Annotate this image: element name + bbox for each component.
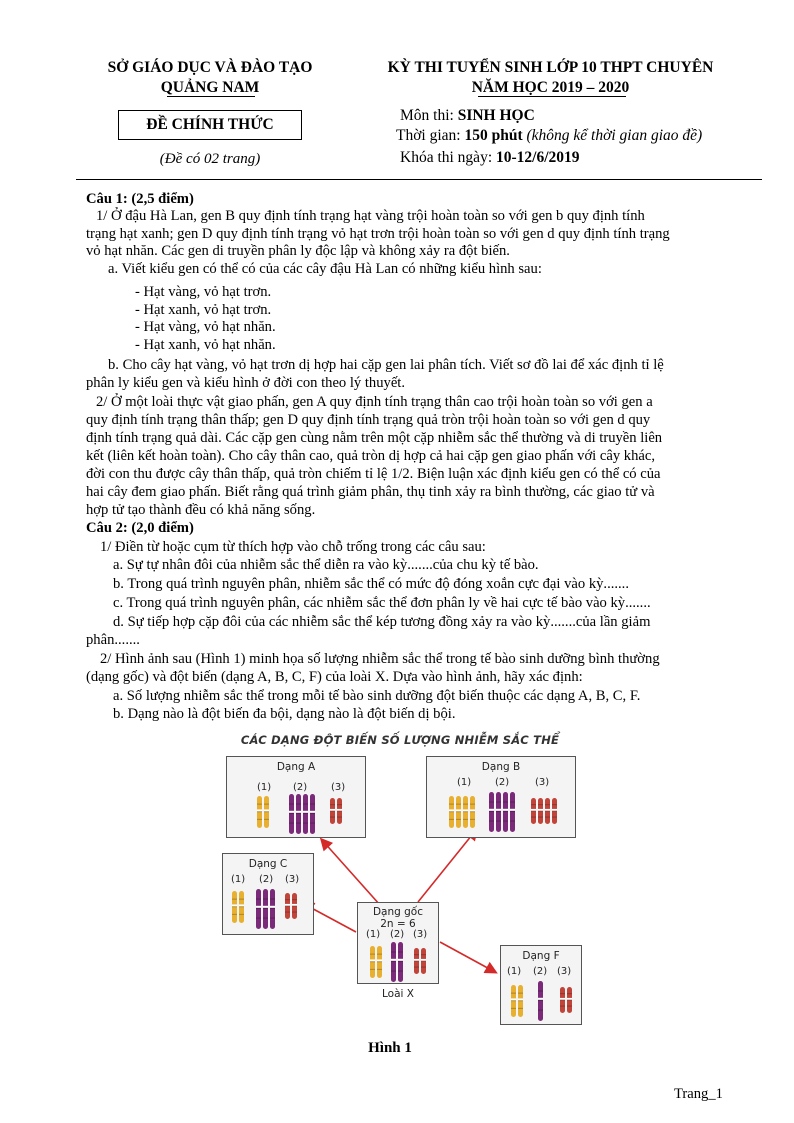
q1-p2-line7: hợp tử tạo thành đều có khả năng sống. — [86, 502, 316, 518]
school-year: NĂM HỌC 2019 – 2020 — [471, 79, 630, 96]
chromosome-band — [239, 906, 244, 907]
chromosome-set — [489, 791, 517, 833]
date-value: 10-12/6/2019 — [496, 149, 580, 166]
chromosome-band — [391, 952, 396, 953]
panel-dang-c — [222, 853, 314, 935]
label-3: (3) — [285, 874, 300, 885]
chromosome-band — [263, 908, 268, 909]
chromosome-band — [239, 914, 244, 915]
chromosome-band — [489, 802, 494, 803]
centromere — [370, 959, 375, 961]
q2-p2-line1: 2/ Hình ảnh sau (Hình 1) minh họa số lượng nhiễm sắc thể trong tế bào sinh dưỡng bình thường — [100, 651, 660, 667]
chromosome-band — [398, 971, 403, 972]
chromosome-group — [449, 795, 477, 834]
label-2: (2) — [390, 929, 405, 940]
chromosome-band — [511, 1000, 516, 1001]
chromosome-band — [285, 899, 290, 900]
centromere — [232, 904, 237, 906]
chromosome-set — [256, 888, 277, 930]
chromosome-band — [414, 967, 419, 968]
centromere — [303, 811, 308, 813]
date-line — [400, 148, 580, 167]
q1-a-intro: a. Viết kiểu gen có thể có của các cây đậu Hà Lan có những kiểu hình sau: — [108, 261, 542, 277]
chromosome-band — [531, 804, 536, 805]
chromosome-band — [337, 810, 342, 811]
q1-p2-line1: 2/ Ở một loài thực vật giao phấn, gen A quy định tính trạng thân cao trội hoàn toàn so với gen a — [96, 394, 653, 410]
chromosome-band — [330, 804, 335, 805]
chromosome-set — [232, 890, 246, 924]
chromosome-band — [510, 821, 515, 822]
chromosome-band — [470, 819, 475, 820]
panel-dang-f — [500, 945, 582, 1025]
panel-f-title: Dạng F — [522, 950, 560, 962]
chromosome-band — [496, 821, 501, 822]
label-1: (1) — [457, 777, 472, 788]
chromosome-band — [545, 817, 550, 818]
chromosome-band — [296, 813, 301, 814]
chromosome-band — [391, 971, 396, 972]
q2-p1-d-line2: phân....... — [86, 632, 140, 648]
chromosome-band — [463, 819, 468, 820]
centromere — [518, 998, 523, 1000]
chromosome-band — [414, 960, 419, 961]
province-name: QUẢNG NAM — [160, 79, 260, 96]
chromosome-band — [398, 961, 403, 962]
centromere — [463, 809, 468, 811]
chromosome-band — [257, 819, 262, 820]
chromosome-group — [538, 980, 545, 1027]
chromosome-band — [496, 802, 501, 803]
label-3: (3) — [331, 782, 346, 793]
chromosome-group — [511, 984, 525, 1023]
chromosome-group — [330, 797, 344, 830]
centromere — [510, 809, 515, 811]
chromosome-band — [567, 999, 572, 1000]
chromosome-band — [370, 954, 375, 955]
chromosome-group — [289, 793, 317, 840]
department-name: SỞ GIÁO DỤC VÀ ĐÀO TẠO — [107, 59, 313, 76]
q1-p2-line3: định tính trạng quả dài. Các cặp gen cùng nằm trên một cặp nhiễm sắc thể thường và di truyền liên — [86, 430, 663, 446]
chromosome-band — [567, 993, 572, 994]
label-1: (1) — [257, 782, 272, 793]
chromosome-band — [303, 823, 308, 824]
chromosome-band — [489, 811, 494, 812]
centromere — [296, 811, 301, 813]
chromosome-band — [391, 961, 396, 962]
chromosome-group — [257, 795, 271, 834]
pages-note-text: (Đề có 02 trang) — [159, 151, 261, 167]
page-number: Trang_1 — [674, 1086, 723, 1102]
chromosome-band — [421, 967, 426, 968]
chromosome-band — [414, 954, 419, 955]
chromosome-band — [552, 810, 557, 811]
centromere — [270, 906, 275, 908]
chromosome-band — [449, 819, 454, 820]
panel-dang-a — [226, 756, 366, 838]
chromosome-band — [285, 905, 290, 906]
chromosome-band — [398, 952, 403, 953]
header-underline-right — [478, 96, 626, 97]
chromosome-band — [296, 823, 301, 824]
q1-p1-line3: vỏ hạt nhăn. Các gen di truyền phân ly độc lập và không xảy ra đột biến. — [86, 243, 510, 259]
q2-p1-intro: 1/ Điền từ hoặc cụm từ thích hợp vào chỗ trống trong các câu sau: — [100, 539, 486, 555]
chromosome-band — [257, 811, 262, 812]
chromosome-band — [292, 905, 297, 906]
centromere — [538, 998, 543, 1000]
chromosome-band — [270, 918, 275, 919]
chromosome-band — [256, 908, 261, 909]
chromosome-band — [232, 899, 237, 900]
centromere — [489, 809, 494, 811]
chromosome-set — [538, 980, 545, 1022]
centromere — [257, 809, 262, 811]
chromosome-band — [489, 821, 494, 822]
q1-b-line1: b. Cho cây hạt vàng, vỏ hạt trơn dị hợp hai cặp gen lai phân tích. Viết sơ đồ lai để xác định tỉ lệ — [108, 357, 664, 373]
arrow-to-b — [418, 830, 476, 902]
chromosome-band — [538, 991, 543, 992]
chromosome-band — [264, 811, 269, 812]
time-note: (không kể thời gian giao đề) — [526, 127, 703, 144]
chromosome-band — [289, 804, 294, 805]
question-1-title: Câu 1: (2,5 điểm) — [86, 191, 194, 207]
q1-p1-line2: trạng hạt xanh; gen D quy định tính trạng vỏ hạt trơn trội hoàn toàn so với gen d quy định tính trạng — [86, 226, 670, 242]
chromosome-set — [560, 986, 574, 1014]
chromosome-set — [257, 795, 271, 829]
chromosome-band — [303, 804, 308, 805]
chromosome-band — [377, 961, 382, 962]
chromosome-band — [263, 918, 268, 919]
chromosome-band — [470, 811, 475, 812]
origin-title: Dạng gốc — [372, 906, 424, 918]
panel-dang-goc — [357, 902, 439, 984]
chromosome-band — [463, 804, 468, 805]
chromosome-band — [377, 969, 382, 970]
chromosome-group — [531, 797, 559, 830]
chromosome-band — [510, 811, 515, 812]
panel-dang-b — [426, 756, 576, 838]
chromosome-band — [449, 804, 454, 805]
centromere — [256, 906, 261, 908]
chromosome-band — [560, 993, 565, 994]
chromosome-band — [531, 817, 536, 818]
label-3: (3) — [413, 929, 428, 940]
chromosome-band — [463, 811, 468, 812]
chromosome-band — [496, 811, 501, 812]
chromosome-band — [560, 999, 565, 1000]
arrow-to-f — [440, 942, 495, 972]
q2-p1-a: a. Sự tự nhân đôi của nhiễm sắc thể diễn ra vào kỳ.......của chu kỳ tế bào. — [113, 557, 539, 573]
chromosome-band — [503, 821, 508, 822]
chromosome-band — [538, 804, 543, 805]
time-line — [396, 126, 702, 145]
q1-a-item: - Hạt vàng, vỏ hạt trơn. — [135, 284, 272, 300]
chromosome-band — [310, 823, 315, 824]
chromosome-band — [545, 804, 550, 805]
q2-p2-line2: (dạng gốc) và đột biến (dạng A, B, C, F) của loài X. Dựa vào hình ảnh, hãy xác định: — [86, 669, 583, 685]
centromere — [456, 809, 461, 811]
q1-p2-line2: quy định tính trạng thân thấp; gen D quy định tính trạng quả tròn trội hoàn toàn so với gen d quy — [86, 412, 651, 428]
label-2: (2) — [495, 777, 510, 788]
label-2: (2) — [533, 966, 548, 977]
q2-p2-a: a. Số lượng nhiễm sắc thể trong mỗi tế bào sinh dưỡng đột biến thuộc các dạng A, B, C, F. — [113, 688, 641, 704]
centromere — [496, 809, 501, 811]
label-1: (1) — [366, 929, 381, 940]
chromosome-band — [518, 993, 523, 994]
chromosome-set — [531, 797, 559, 825]
label-1: (1) — [231, 874, 246, 885]
label-2: (2) — [259, 874, 274, 885]
figure-caption: Hình 1 — [368, 1040, 412, 1056]
header-divider — [76, 179, 762, 180]
q1-p2-line6: hai cây đem giao phấn. Biết rằng quá trình giảm phân, thụ tinh xảy ra bình thường, các giao tử và — [86, 484, 655, 500]
chromosome-band — [270, 908, 275, 909]
chromosome-band — [538, 817, 543, 818]
q2-p1-b: b. Trong quá trình nguyên phân, nhiễm sắc thể có mức độ đóng xoắn cực đại vào kỳ....... — [113, 576, 629, 592]
centromere — [398, 959, 403, 961]
chromosome-band — [421, 954, 426, 955]
chromosome-group — [256, 888, 277, 935]
q1-p2-line5: đời con thu được cây thân thấp, quả tròn chiếm tỉ lệ 1/2. Biện luận xác định kiểu gen có thể có của — [86, 466, 661, 482]
label-1: (1) — [507, 966, 522, 977]
subject-line — [400, 106, 535, 125]
centromere — [470, 809, 475, 811]
chromosome-band — [270, 899, 275, 900]
chromosome-band — [567, 1006, 572, 1007]
origin-species: Loài X — [382, 988, 414, 1000]
subject-value: SINH HỌC — [457, 107, 535, 124]
chromosome-band — [263, 899, 268, 900]
chromosome-group — [560, 986, 574, 1019]
header-underline-left — [167, 96, 255, 97]
chromosome-band — [232, 906, 237, 907]
label-2: (2) — [293, 782, 308, 793]
time-value: 150 phút — [464, 127, 523, 144]
chromosome-band — [370, 969, 375, 970]
chromosome-band — [456, 819, 461, 820]
origin-formula: 2n = 6 — [380, 918, 416, 930]
q2-p1-d-line1: d. Sự tiếp hợp cặp đôi của các nhiễm sắc thể kép tương đồng xảy ra vào kỳ.......của lần giảm — [113, 614, 651, 630]
chromosome-group — [414, 947, 428, 980]
chromosome-band — [503, 811, 508, 812]
chromosome-band — [518, 1008, 523, 1009]
label-3: (3) — [557, 966, 572, 977]
chromosome-band — [257, 804, 262, 805]
chromosome-band — [296, 804, 301, 805]
chromosome-set — [511, 984, 525, 1018]
q1-b-line2: phân ly kiểu gen và kiểu hình ở đời con theo lý thuyết. — [86, 375, 406, 391]
chromosome-band — [264, 804, 269, 805]
chromosome-group — [232, 890, 246, 929]
subject-label: Môn thi: — [400, 107, 454, 124]
q1-a-item: - Hạt xanh, vỏ hạt nhăn. — [135, 337, 276, 353]
q1-p1-line1: 1/ Ở đậu Hà Lan, gen B quy định tính trạng hạt vàng trội hoàn toàn so với gen b quy định tính — [96, 208, 645, 224]
panel-b-title: Dạng B — [481, 761, 521, 773]
chromosome-band — [337, 817, 342, 818]
chromosome-band — [289, 823, 294, 824]
chromosome-band — [552, 804, 557, 805]
chromosome-band — [370, 961, 375, 962]
q1-a-item: - Hạt xanh, vỏ hạt trơn. — [135, 302, 272, 318]
chromosome-set — [285, 892, 299, 920]
chromosome-band — [552, 817, 557, 818]
chromosome-band — [545, 810, 550, 811]
chromosome-band — [289, 813, 294, 814]
chromosome-band — [337, 804, 342, 805]
chromosome-band — [292, 912, 297, 913]
chromosome-set — [370, 945, 384, 979]
arrow-to-a — [322, 840, 380, 905]
chromosome-band — [330, 817, 335, 818]
chromosome-band — [421, 960, 426, 961]
chromosome-set — [449, 795, 477, 829]
chromosome-band — [456, 811, 461, 812]
chromosome-band — [511, 993, 516, 994]
centromere — [503, 809, 508, 811]
chromosome-set — [289, 793, 317, 835]
chromosome-band — [310, 813, 315, 814]
panel-c-title: Dạng C — [248, 858, 288, 870]
chromosome-group — [489, 791, 517, 838]
chromosome-band — [285, 912, 290, 913]
chromosome-band — [470, 804, 475, 805]
pages-note — [100, 150, 320, 169]
chromosome-band — [310, 804, 315, 805]
centromere — [391, 959, 396, 961]
centromere — [239, 904, 244, 906]
question-2-title: Câu 2: (2,0 điểm) — [86, 520, 194, 536]
chromosome-band — [531, 810, 536, 811]
chromosome-band — [518, 1000, 523, 1001]
centromere — [449, 809, 454, 811]
centromere — [511, 998, 516, 1000]
chromosome-band — [560, 1006, 565, 1007]
chromosome-band — [449, 811, 454, 812]
chromosome-band — [538, 810, 543, 811]
centromere — [264, 809, 269, 811]
chromosome-band — [256, 918, 261, 919]
chromosome-set — [330, 797, 344, 825]
chromosome-set — [414, 947, 428, 975]
chromosome-band — [264, 819, 269, 820]
chromosome-band — [256, 899, 261, 900]
chromosome-band — [538, 1010, 543, 1011]
label-3: (3) — [535, 777, 550, 788]
q2-p2-b: b. Dạng nào là đột biến đa bội, dạng nào là đột biến dị bội. — [113, 706, 456, 722]
chromosome-band — [510, 802, 515, 803]
chromosome-band — [292, 899, 297, 900]
time-label: Thời gian: — [396, 127, 461, 144]
centromere — [289, 811, 294, 813]
chromosome-band — [456, 804, 461, 805]
centromere — [310, 811, 315, 813]
q1-p2-line4: kết (liên kết hoàn toàn). Cho cây thân cao, quả tròn dị hợp cả hai cặp gen giao phấn với cây khác, — [86, 448, 655, 464]
chromosome-band — [503, 802, 508, 803]
q1-a-item: - Hạt vàng, vỏ hạt nhăn. — [135, 319, 276, 335]
q2-p1-c: c. Trong quá trình nguyên phân, các nhiễm sắc thể đơn phân ly về hai cực tế bào vào kỳ....... — [113, 595, 651, 611]
date-label: Khóa thi ngày: — [400, 149, 493, 166]
centromere — [263, 906, 268, 908]
chromosome-group — [391, 941, 405, 988]
chromosome-band — [538, 1000, 543, 1001]
chromosome-band — [330, 810, 335, 811]
chromosome-band — [511, 1008, 516, 1009]
centromere — [377, 959, 382, 961]
chromosome-band — [232, 914, 237, 915]
chromosome-band — [239, 899, 244, 900]
exam-title: KỲ THI TUYỂN SINH LỚP 10 THPT CHUYÊN — [387, 59, 714, 76]
chromosome-group — [370, 945, 384, 984]
chromosome-band — [377, 954, 382, 955]
chromosome-group — [285, 892, 299, 925]
chromosome-band — [303, 813, 308, 814]
panel-a-title: Dạng A — [276, 761, 316, 773]
figure-title: CÁC DẠNG ĐỘT BIẾN SỐ LƯỢNG NHIỄM SẮC THỂ — [240, 733, 560, 747]
official-exam-box: ĐỀ CHÍNH THỨC — [118, 110, 302, 140]
chromosome-set — [391, 941, 405, 983]
